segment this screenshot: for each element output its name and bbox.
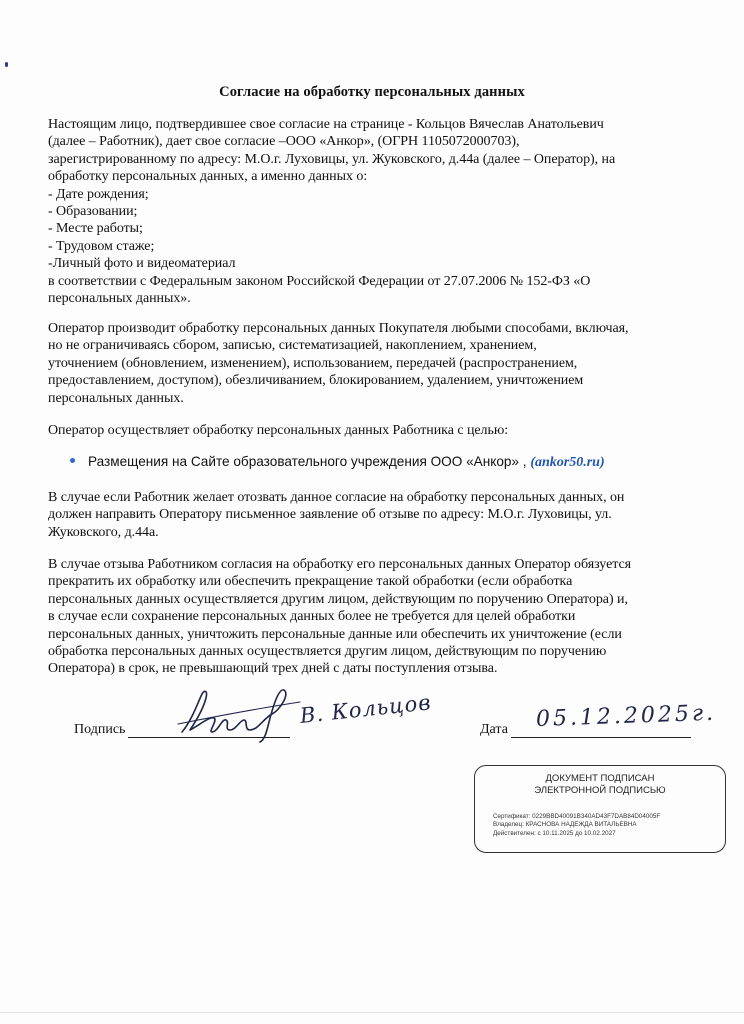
intro-line: зарегистрированному по адресу: М.О.г. Луховицы, ул. Жуковского, д.44а (далее – Оператор), на: [48, 151, 616, 167]
data-list-item: - Месте работы;: [48, 221, 143, 237]
bullet-icon: [70, 458, 75, 463]
data-list-item: -Личный фото и видеоматериал: [48, 256, 236, 272]
intro-line: (далее – Работник), дает свое согласие –ООО «Анкор», (ОГРН 1105072000703),: [48, 134, 520, 150]
document-title: Согласие на обработку персональных данных: [219, 84, 525, 100]
revoke-paragraph: [48, 489, 688, 541]
handwritten-name: В. Кольцов: [298, 690, 433, 728]
purpose-bullet: [70, 454, 605, 471]
data-list-item: - Дате рождения;: [48, 186, 149, 202]
stamp-owner: Владелец: КРАСНОВА НАДЕЖДА ВИТАЛЬЕВНА: [493, 821, 637, 829]
purpose-lead-line: Оператор осуществляет обработку персональных данных Работника с целью:: [48, 423, 509, 438]
stamp-heading: [475, 773, 725, 796]
withdrawal-line: персональных данных, уничтожить персональные данные или обеспечить их уничтожение (если: [48, 626, 622, 642]
revoke-line: должен направить Оператору письменное заявление об отзыве по адресу: М.О.г. Луховицы, ул.: [48, 507, 612, 523]
stamp-certificate: Сертификат: 0229BBD40091B340AD43F7DAB84D04005F: [493, 813, 661, 820]
processing-line: Оператор производит обработку персональных данных Покупателя любыми способами, включая,: [48, 321, 629, 336]
purpose-bullet-text: Размещения на Сайте образовательного учреждения ООО «Анкор» ,: [88, 454, 531, 469]
revoke-line: Жуковского, д.44а.: [48, 524, 159, 540]
electronic-signature-stamp: [474, 765, 726, 853]
intro-line: Настоящим лицо, подтвердившее свое согласие на странице - Кольцов Вячеслав Анатольевич: [48, 117, 604, 132]
intro-paragraph: [48, 116, 688, 307]
withdrawal-line: Оператора) в срок, не превышающий трех дней с даты поступления отзыва.: [48, 661, 498, 677]
withdrawal-line: обработка персональных данных осуществляется другим лицом, действующим по поручению: [48, 643, 607, 659]
stamp-heading-line: ДОКУМЕНТ ПОДПИСАН: [545, 773, 655, 784]
stamp-heading-line: ЭЛЕКТРОННОЙ ПОДПИСЬЮ: [534, 784, 666, 796]
withdrawal-line: прекратить их обработку или обеспечить прекращение такой обработки (если обработка: [48, 574, 573, 590]
withdrawal-paragraph: [48, 556, 688, 678]
processing-line: уточнением (обновлением, изменением), использованием, передачей (распространением,: [48, 355, 578, 371]
intro-line: в соответствии с Федеральным законом Российской Федерации от 27.07.2006 № 152-ФЗ «О: [48, 273, 591, 289]
handwritten-signature: [168, 680, 308, 746]
processing-line: персональных данных.: [48, 390, 184, 406]
date-label: Дата: [480, 722, 508, 737]
withdrawal-line: персональных данных осуществляется другим лицом, действующим по поручению Оператора) и,: [48, 591, 628, 607]
intro-line: обработку персональных данных, а именно данных о:: [48, 169, 368, 185]
handwritten-date: 05.12.2025г.: [535, 700, 717, 732]
site-link[interactable]: (ankor50.ru): [530, 455, 605, 470]
signature-label: Подпись: [74, 722, 126, 737]
data-list-item: - Образовании;: [48, 203, 138, 219]
processing-line: но не ограничиваясь сбором, записью, систематизацией, накоплением, хранением,: [48, 338, 537, 354]
revoke-line: В случае если Работник желает отозвать данное согласие на обработку персональных данных, он: [48, 490, 625, 505]
processing-line: предоставлением, доступом), обезличиванием, блокированием, удалением, уничтожением: [48, 373, 584, 389]
scan-edge-line: [0, 1012, 744, 1013]
intro-line: персональных данных».: [48, 290, 191, 306]
withdrawal-line: В случае отзыва Работником согласия на обработку его персональных данных Оператор обязуется: [48, 557, 632, 572]
data-list-item: - Трудовом стаже;: [48, 238, 155, 254]
date-line: [511, 737, 691, 738]
scan-speck: [5, 62, 8, 67]
withdrawal-line: в случае если сохранение персональных данных более не требуется для целей обработки: [48, 609, 576, 625]
processing-paragraph: [48, 320, 688, 407]
stamp-validity: Действителен: с 10.11.2025 до 10.02.2027: [493, 829, 616, 837]
purpose-lead: [48, 422, 688, 439]
